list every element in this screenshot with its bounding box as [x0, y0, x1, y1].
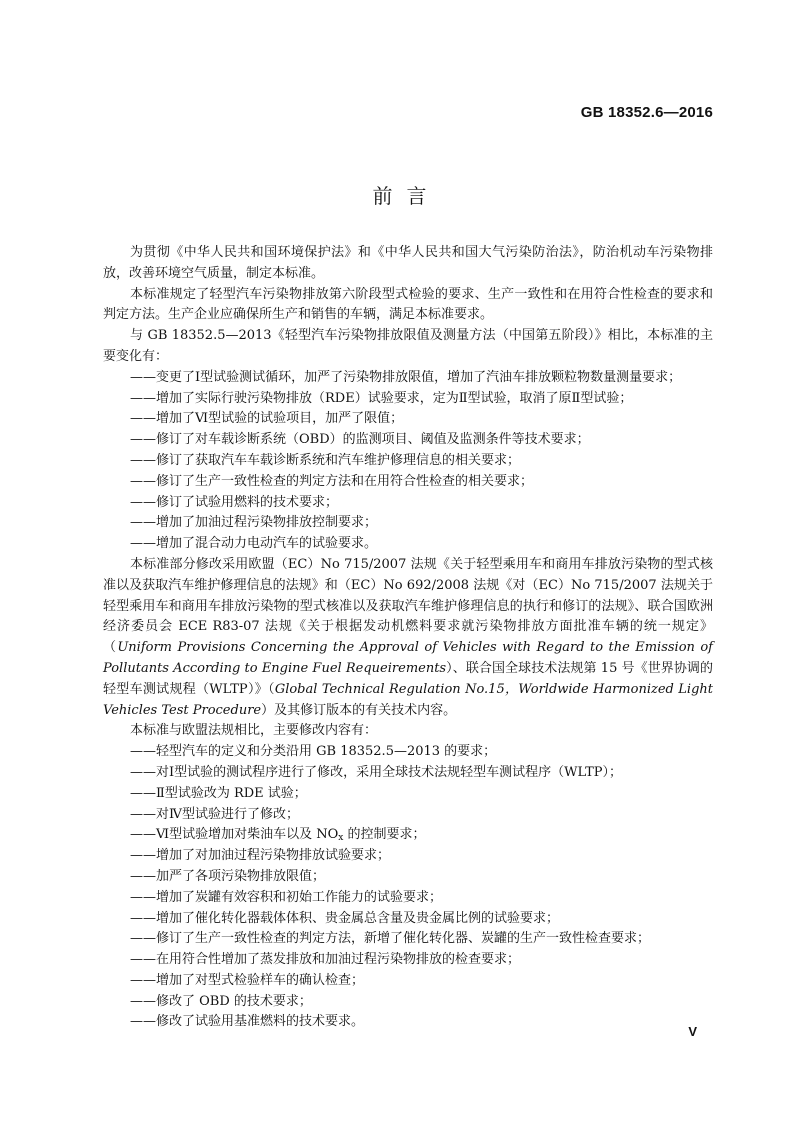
- paragraph-scope: 本标准规定了轻型汽车污染物排放第六阶段型式检验的要求、生产一致性和在用符合性检查的要求和判定方法。生产企业应确保所生产和销售的车辆，满足本标准要求。: [103, 286, 713, 323]
- ref-text-c: ）、联合国全球技术法规第 15 号《世界协调的轻型车测试规程（WLTP）》（: [103, 660, 713, 697]
- list-item: ——加严了各项污染物排放限值；: [130, 868, 326, 884]
- list-item: ——增加了混合动力电动汽车的试验要求。: [130, 536, 378, 552]
- page-number: V: [688, 1024, 697, 1039]
- list-item: ——增加了炭罐有效容积和初始工作能力的试验要求；: [130, 889, 443, 905]
- standard-code: GB 18352.6—2016: [580, 104, 713, 121]
- list-item: ——在用符合性增加了蒸发排放和加油过程污染物排放的检查要求；: [130, 952, 521, 968]
- ref-ece-title: Uniform Provisions Concerning the Approval of Vehicles with Regard to the Emission of Pollutants According to Engine Fuel Requeirements: [103, 640, 713, 676]
- ref-gtr-title: Global Technical Regulation No.15，Worldwide Harmonized Light Vehicles Test Procedure: [103, 681, 713, 718]
- list-item: ——Ⅱ型试验改为 RDE 试验；: [130, 785, 307, 801]
- list-item: ——修订了对车载诊断系统（OBD）的监测项目、阈值及监测条件等技术要求；: [130, 432, 590, 448]
- list-item: ——增加了对型式检验样车的确认检查；: [130, 972, 365, 988]
- list-item: ——修订了生产一致性检查的判定方法，新增了催化转化器、炭罐的生产一致性检查要求；: [130, 931, 651, 947]
- nox-item-pre: ——Ⅵ型试验增加对柴油车以及 NO: [130, 827, 339, 843]
- paragraph-purpose: 为贯彻《中华人民共和国环境保护法》和《中华人民共和国大气污染防治法》，防治机动车污染物排放，改善环境空气质量，制定本标准。: [103, 245, 713, 281]
- list-item: ——修订了试验用燃料的技术要求；: [130, 494, 339, 510]
- list-item: ——修改了 OBD 的技术要求；: [130, 993, 312, 1009]
- list-item: ——修订了生产一致性检查的判定方法和在用符合性检查的相关要求；: [130, 473, 534, 489]
- list-item: ——修改了试验用基准燃料的技术要求。: [130, 1014, 365, 1030]
- ref-text-a: 本标准部分修改采用欧盟（EC）No 715/2007 法规《关于轻型乘用车和商用车排放污染物的型式核准以及获取汽车维护修理信息的法规》和（EC）No 692/2008 法规《对（EC）No 715/2007 法规关于轻型乘用车和商用车排放污染物的型式核准以及获取汽车维护修理信息的执行和修订的法规》、联合国欧洲经济委员会 ECE R83-07 法规《关于根据发动机燃料要求就污染物排放方面批准车辆的统一规定》（: [103, 556, 713, 656]
- nox-subscript: x: [338, 833, 344, 844]
- paragraph-eu-comparison: 本标准与欧盟法规相比，主要修改内容有：: [130, 723, 378, 739]
- nox-item-post: 的控制要求；: [343, 827, 426, 843]
- list-item: ——增加了Ⅵ型试验的试验项目，加严了限值；: [130, 411, 404, 427]
- ref-text-e: ）及其修订版本的有关技术内容。: [261, 702, 457, 718]
- list-item: [103, 825, 713, 846]
- paragraph-comparison: 与 GB 18352.5—2013《轻型汽车污染物排放限值及测量方法（中国第五阶段）》相比，本标准的主要变化有：: [103, 328, 713, 364]
- modifications-list: [103, 742, 713, 1033]
- foreword-body: [103, 243, 713, 1033]
- list-item: ——对Ⅳ型试验进行了修改；: [130, 806, 299, 822]
- list-item: ——轻型汽车的定义和分类沿用 GB 18352.5—2013 的要求；: [130, 744, 497, 760]
- list-item: ——变更了Ⅰ型试验测试循环，加严了污染物排放限值，增加了汽油车排放颗粒物数量测量要求；: [130, 369, 682, 385]
- list-item: ——修订了获取汽车车载诊断系统和汽车维护修理信息的相关要求；: [130, 452, 521, 468]
- list-item: ——增加了加油过程污染物排放控制要求；: [130, 515, 378, 531]
- list-item: ——增加了实际行驶污染物排放（RDE）试验要求，定为Ⅱ型试验，取消了原Ⅱ型试验；: [130, 390, 633, 406]
- list-item: ——增加了催化转化器载体体积、贵金属总含量及贵金属比例的试验要求；: [130, 910, 560, 926]
- page-title: 前言: [372, 184, 441, 208]
- changes-list: [103, 368, 713, 555]
- list-item: ——增加了对加油过程污染物排放试验要求；: [130, 848, 391, 864]
- paragraph-references: [103, 555, 713, 721]
- list-item: ——对Ⅰ型试验的测试程序进行了修改，采用全球技术法规轻型车测试程序（WLTP）；: [130, 764, 622, 780]
